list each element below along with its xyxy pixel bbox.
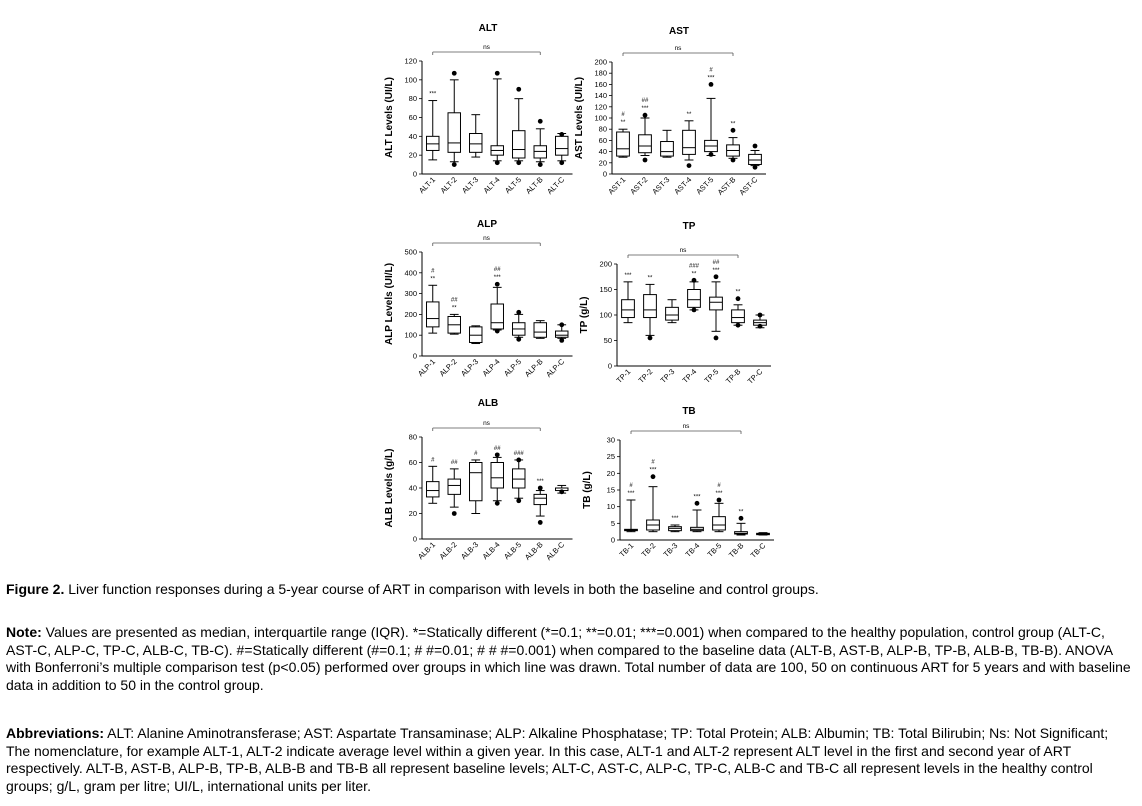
ast-panel [574,26,766,197]
iqr-box [661,142,674,157]
ast-box-1 [617,112,630,157]
alt-category-label: ALT-3 [460,175,481,196]
tp-box-4 [688,263,701,312]
significance-mark: *** [649,467,657,474]
significance-mark: *** [715,491,723,497]
alp-category-label: ALP-5 [502,357,524,379]
iqr-box [427,302,439,327]
alp-panel [384,219,573,379]
outlier-point [516,498,521,503]
tb-y-tick-label: 10 [606,502,615,512]
iqr-box [427,482,439,497]
tb-panel [582,406,774,560]
outlier-point [538,162,543,167]
tp-y-tick-label: 150 [599,285,612,294]
tp-y-tick-label: 0 [607,361,612,371]
alp-category-label: ALP-1 [416,357,438,379]
significance-mark: # [474,450,478,457]
significance-mark: *** [627,491,635,497]
tb-y-tick-label: 5 [610,518,615,528]
outlier-point [714,274,719,279]
alp-y-tick-label: 100 [404,330,417,340]
iqr-box [470,463,482,501]
figure-note-label: Note: [6,624,42,640]
significance-mark: ** [691,271,697,278]
tb-box-6 [735,509,748,535]
tb-box-5 [713,483,726,532]
alb-title: ALB [477,398,499,409]
outlier-point [692,278,697,283]
significance-mark: # [717,483,721,489]
significance-mark: # [629,483,633,489]
outlier-point [643,113,648,118]
iqr-box [491,304,503,329]
outlier-point [714,336,719,341]
iqr-box [713,517,726,530]
alt-y-tick-label: 20 [408,150,417,160]
alb-y-label: ALB Levels (g/L) [384,448,395,528]
significance-mark: ## [641,98,649,105]
ast-ns-label: ns [674,45,682,52]
alb-category-label: ALB-1 [416,540,438,562]
alt-title: ALT [478,23,498,34]
outlier-point [495,282,500,287]
ast-y-tick-label: 80 [598,124,607,134]
outlier-point [648,336,653,341]
alp-category-label: ALP-3 [459,357,481,379]
tb-y-tick-label: 20 [606,468,615,478]
alt-category-label: ALT-2 [438,175,459,196]
tp-category-label: TP-B [723,367,743,386]
significance-mark: ** [730,121,736,128]
alb-box-7 [556,485,568,494]
alp-y-tick-label: 300 [404,289,417,299]
outlier-point [538,520,543,525]
outlier-point [695,501,700,506]
alb-category-label: ALB-2 [437,540,459,562]
tp-box-3 [666,300,679,323]
tp-y-tick-label: 200 [599,259,612,269]
significance-mark: ### [688,263,700,270]
outlier-point [495,160,500,165]
significance-mark: # [621,112,625,119]
ast-category-label: AST-3 [650,175,672,197]
tp-category-label: TP-C [745,367,765,386]
tp-y-tick-label: 100 [599,310,612,320]
tb-category-label: TB-3 [661,541,680,559]
outlier-point [709,82,714,87]
outlier-point [736,323,741,328]
iqr-box [513,469,525,488]
alt-category-label: ALT-1 [417,175,438,196]
significance-mark: ** [451,305,457,312]
outlier-point [753,144,758,149]
tp-box-6 [732,290,745,328]
alb-y-tick-label: 80 [408,432,417,442]
outlier-point [452,511,457,516]
tp-category-label: TP-1 [614,367,633,385]
significance-mark: ## [493,445,501,452]
iqr-box [513,131,525,158]
outlier-point [538,486,543,491]
tp-category-label: TP-4 [680,367,699,385]
alb-box-2 [448,460,460,516]
iqr-box [639,135,652,153]
significance-mark: *** [493,275,501,282]
tp-panel [579,221,771,386]
ast-box-7 [749,144,762,170]
tp-box-5 [710,260,723,341]
figure-caption [6,581,1134,599]
ast-box-3 [661,130,674,157]
tp-ns-label: ns [679,247,687,254]
iqr-box [749,154,762,164]
significance-mark: # [709,67,713,74]
alp-ns-label: ns [483,235,490,242]
alb-y-tick-label: 40 [408,483,417,493]
outlier-point [651,474,656,479]
alb-y-tick-label: 0 [412,534,417,544]
iqr-box [556,136,568,155]
ast-y-tick-label: 40 [598,147,607,157]
tp-y-tick-label: 50 [603,336,612,345]
alt-box-6 [534,119,546,167]
outlier-point [559,132,564,137]
significance-mark: ** [738,509,744,516]
alt-category-label: ALT-B [523,175,545,196]
outlier-point [452,71,457,76]
ast-y-tick-label: 140 [594,91,607,101]
iqr-box [534,494,546,504]
alt-ns-label: ns [483,44,490,51]
significance-mark: # [651,459,655,466]
significance-mark: *** [671,516,679,522]
ast-y-tick-label: 200 [594,57,607,67]
tp-box-2 [644,275,657,340]
ast-y-tick-label: 100 [594,113,607,123]
outlier-point [559,160,564,165]
ast-category-label: AST-4 [672,175,694,197]
tb-category-label: TB-B [726,541,746,560]
outlier-point [731,128,736,133]
ast-title: AST [669,26,689,37]
alp-box-3 [470,326,482,344]
outlier-point [692,308,697,313]
alb-category-label: ALB-4 [480,540,502,562]
significance-mark: ** [430,276,436,283]
iqr-box [666,307,679,320]
alb-y-tick-label: 20 [408,509,417,518]
iqr-box [617,132,630,156]
iqr-box [644,295,657,318]
significance-mark: ** [620,120,626,127]
significance-mark: # [431,457,435,464]
tb-box-1 [625,483,638,532]
significance-mark: ** [647,275,653,282]
outlier-point [709,152,714,157]
alb-box-1 [427,457,439,503]
alt-y-tick-label: 60 [408,113,417,122]
alt-y-tick-label: 40 [408,131,417,141]
outlier-point [516,310,521,315]
alp-box-4 [491,267,503,333]
iqr-box [710,297,723,310]
alp-box-5 [513,310,525,342]
alt-y-tick-label: 80 [408,94,417,104]
tb-y-tick-label: 0 [610,535,615,545]
tp-category-label: TP-5 [702,367,721,385]
ast-category-label: AST-B [715,175,738,197]
tb-y-label: TB (g/L) [582,471,593,509]
outlier-point [559,338,564,343]
figure-caption-text: Liver function responses during a 5-year course of ART in comparison with levels in both the baseline and control groups. [68,581,819,597]
outlier-point [731,158,736,163]
figure-caption-label: Figure 2. [6,581,65,597]
outlier-point [538,119,543,124]
significance-mark: ## [712,259,720,266]
alt-box-2 [448,71,460,167]
significance-mark: *** [707,75,715,82]
ast-y-tick-label: 120 [594,102,607,112]
alp-box-7 [556,322,568,342]
ast-y-tick-label: 180 [594,68,607,78]
alb-box-4 [491,446,503,506]
significance-mark: *** [693,494,701,501]
iqr-box [556,331,568,337]
alt-box-5 [513,87,525,165]
alt-y-tick-label: 100 [404,75,417,85]
outlier-point [516,87,521,92]
outlier-point [495,452,500,457]
alt-y-tick-label: 0 [412,169,417,179]
alp-category-label: ALP-B [522,357,545,379]
iqr-box [683,130,696,154]
tb-category-label: TB-C [748,541,768,560]
iqr-box [470,327,482,343]
significance-mark: ** [735,289,741,296]
alt-category-label: ALT-4 [481,175,502,196]
alb-box-5 [513,451,525,503]
alt-box-1 [427,92,439,160]
tb-y-tick-label: 25 [606,452,615,462]
outlier-point [516,337,521,342]
iqr-box [534,323,546,338]
outlier-point [643,158,648,163]
alp-y-tick-label: 0 [412,351,417,361]
alt-box-3 [470,115,482,157]
outlier-point [495,329,500,334]
iqr-box [448,479,460,494]
alb-panel [384,398,573,562]
significance-mark: *** [536,479,544,485]
significance-mark: *** [429,91,437,98]
outlier-point [516,160,521,165]
figure-abbreviations-label: Abbreviations: [6,725,105,741]
tp-category-label: TP-2 [636,367,655,385]
alp-y-label: ALP Levels (UI/L) [384,262,395,346]
tb-y-tick-label: 15 [606,485,615,495]
significance-mark: # [431,268,435,275]
ast-category-label: AST-C [737,175,760,198]
alt-y-tick-label: 120 [404,56,417,66]
figure-abbreviations [6,725,1134,795]
outlier-point [495,501,500,506]
alb-box-3 [470,451,482,514]
outlier-point [559,322,564,327]
significance-mark: *** [624,272,632,279]
alp-box-2 [448,297,460,334]
outlier-point [736,296,741,301]
tb-category-label: TB-5 [705,541,724,559]
alp-category-label: ALP-4 [480,357,502,379]
ast-category-label: AST-5 [694,175,716,197]
iqr-box [732,310,745,323]
alp-box-1 [427,268,439,333]
tp-category-label: TP-3 [658,367,677,385]
alp-category-label: ALP-2 [437,357,459,379]
ast-y-tick-label: 0 [602,169,607,179]
outlier-point [452,162,457,167]
ast-y-tick-label: 20 [598,158,607,168]
outlier-point [739,516,744,521]
alt-box-4 [491,71,503,165]
tb-ns-label: ns [682,423,690,430]
significance-mark: ### [513,450,524,457]
alp-y-tick-label: 500 [404,247,417,257]
ast-box-2 [639,98,652,162]
significance-mark: ## [450,459,458,466]
tb-box-7 [757,533,770,535]
ast-box-5 [705,67,718,156]
iqr-box [491,463,503,489]
ast-box-4 [683,112,696,168]
outlier-point [516,458,521,463]
significance-mark: ## [493,267,501,274]
alb-ns-label: ns [483,420,490,427]
outlier-point [758,313,763,318]
tb-box-2 [647,460,660,532]
alp-y-tick-label: 200 [404,309,417,319]
alb-category-label: ALB-B [522,540,545,562]
tb-box-4 [691,494,704,531]
tb-category-label: TB-2 [639,541,658,559]
iqr-box [448,113,460,153]
alp-category-label: ALP-C [544,357,567,380]
alt-box-7 [556,132,568,165]
tp-box-7 [754,313,767,329]
alb-box-6 [534,479,546,525]
significance-mark: ** [686,111,692,118]
tp-y-label: TP (g/L) [579,296,590,334]
tb-title: TB [682,406,696,417]
alt-category-label: ALT-5 [503,175,524,196]
alp-box-6 [534,321,546,339]
alt-y-label: ALT Levels (UI/L) [384,77,395,158]
significance-mark: ## [450,297,458,304]
tb-y-tick-label: 30 [606,435,615,445]
iqr-box [688,290,701,308]
ast-y-label: AST Levels (UI/L) [574,76,585,160]
outlier-point [753,165,758,170]
alb-category-label: ALB-C [544,540,567,563]
significance-mark: *** [712,267,720,274]
alb-category-label: ALB-5 [502,540,524,562]
ast-y-tick-label: 60 [598,135,607,145]
tb-category-label: TB-1 [617,541,636,559]
outlier-point [495,71,500,76]
figure-note-text: Values are presented as median, interquartile range (IQR). *=Statically different (*=0.1; **=0.01; ***=0.001) when compared to the healthy population, control group (ALT-C, AST-C, ALP-C, TP-C, ALB-C, TB-C). #=Statically different (#=0.1; # #=0.01; # # #=0.001) when compared to the baseline data (ALT-B, AST-B, ALP-B, TP-B, ALB-B, TB-B). ANOVA with Bonferroni’s multiple comparison test (p<0.05) performed over groups in which line was drawn. Total number of data are 100, 50 on continuous ART for 5 years and with baseline data in addition to 50 in the control group. [6,624,1131,693]
outlier-point [559,489,564,494]
ast-box-6 [727,121,740,162]
alp-title: ALP [477,219,497,230]
alb-y-tick-label: 60 [408,458,417,467]
alb-category-label: ALB-3 [459,540,481,562]
tb-box-3 [669,516,682,532]
alt-category-label: ALT-C [545,175,567,197]
iqr-box [622,300,635,318]
ast-category-label: AST-2 [628,175,650,197]
tp-box-1 [622,273,635,323]
ast-category-label: AST-1 [606,175,628,197]
outlier-point [687,163,692,168]
iqr-box [470,134,482,153]
alt-panel [384,23,573,196]
outlier-point [758,324,763,329]
significance-mark: *** [641,106,649,113]
figure-abbreviations-text: ALT: Alanine Aminotransferase; AST: Aspartate Transaminase; ALP: Alkaline Phosphatase; TP: Total Protein; ALB: Albumin; TB: Total Bilirubin; Ns: Not Significant; The nomenclature, for example ALT-1, ALT-2 indicate average level within a given year. In this case, ALT-1 and ALT-2 represent ALT level in the first and second year of ART respectively. ALT-B, AST-B, ALP-B, TP-B, ALB-B and TB-B all represent baseline levels; ALT-C, AST-C, ALP-C, TP-C, ALB-C and TB-C all represent levels in the healthy control groups; g/L, gram per litre; UI/L, international units per liter. [6,725,1109,794]
tb-category-label: TB-4 [683,541,702,559]
outlier-point [717,498,722,503]
figure-note [6,624,1134,694]
alp-y-tick-label: 400 [404,268,417,278]
ast-y-tick-label: 160 [594,79,607,89]
tp-title: TP [682,221,696,232]
